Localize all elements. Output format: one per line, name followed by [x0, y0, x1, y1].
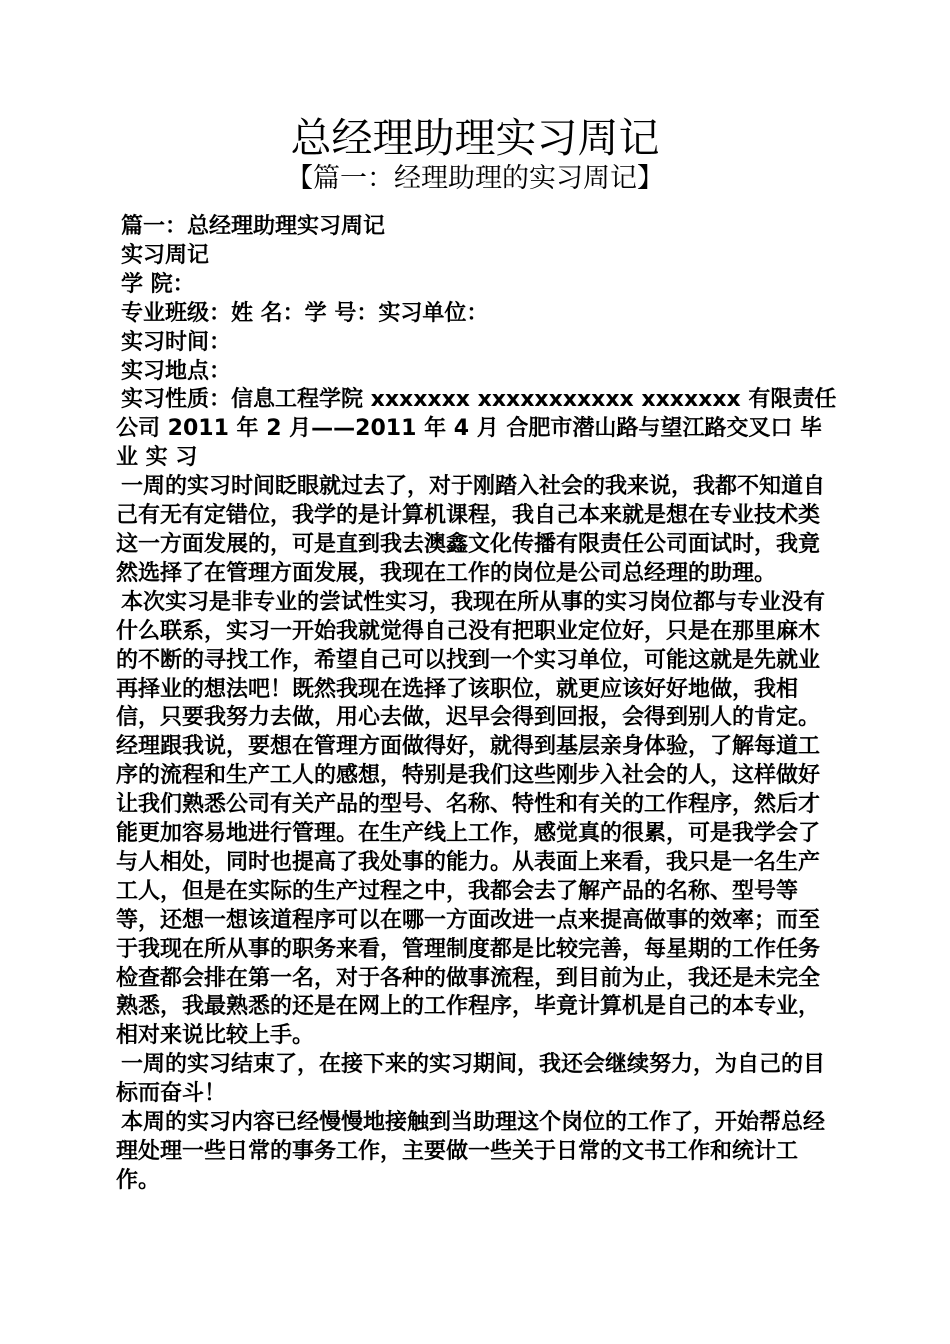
internship-nature-line: 实习性质：信息工程学院 xxxxxxx xxxxxxxxxxx xxxxxxx 有限责任公司 2011 年 2 月——2011 年 4 月 合肥市潜山路与望江路交叉口 毕 业 实 习 [116, 387, 837, 471]
document-body [116, 213, 840, 1196]
paragraph: 一周的实习时间眨眼就过去了，对于刚踏入社会的我来说，我都不知道自己有无有定错位，我学的是计算机课程，我自己本来就是想在专业技术类这一方面发展的，可是直到我去澳鑫文化传播有限责任公司面试时，我竟然选择了在管理方面发展，我现在工作的岗位是公司总经理的助理。 [116, 474, 826, 586]
internship-time-line: 实习时间： [121, 329, 232, 355]
student-info-line: 专业班级：姓 名：学 号：实习单位： [121, 300, 489, 326]
doc-type-line: 实习周记 [121, 242, 210, 268]
internship-location-line: 实习地点： [121, 358, 232, 384]
college-line: 学 院： [121, 271, 195, 297]
paragraph: 一周的实习结束了，在接下来的实习期间，我还会继续努力，为自己的目标而奋斗！ [116, 1052, 826, 1107]
page-title: 总经理助理实习周记 [290, 114, 660, 162]
paragraph: 本次实习是非专业的尝试性实习，我现在所从事的实习岗位都与专业没有什么联系，实习一开始我就觉得自己没有把职业定位好，只是在那里麻木的不断的寻找工作，希望自己可以找到一个实习单位，可能这就是先就业再择业的想法吧！既然我现在选择了该职位，就更应该好好地做，我相信，只要我努力去做，用心去做，迟早会得到回报，会得到别人的肯定。 经理跟我说，要想在管理方面做得好，就得到基层亲身体验，了解每道工序的流程和生产工人的感想，特别是我们这些刚步入社会的人，这样做好让我们熟悉公司有关产品的型号、名称、特性和有关的工作程序，然后才能更加容易地进行管理。在生产线上工作，感觉真的很累，可是我学会了与人相处，同时也提高了我处事的能力。从表面上来看，我只是一名生产工人，但是在实际的生产过程之中，我都会去了解产品的名称、型号等等，还想一想该道程序可以在哪一方面改进一点来提高做事的效率；而至于我现在所从事的职务来看，管理制度都是比较完善，每星期的工作任务检查都会排在第一名，对于各种的做事流程，到目前为止，我还是未完全熟悉，我最熟悉的还是在网上的工作程序，毕竟计算机是自己的本专业，相对来说比较上手。 [116, 589, 826, 1049]
paragraph: 本周的实习内容已经慢慢地接触到当助理这个岗位的工作了，开始帮总经理处理一些日常的事务工作，主要做一些关于日常的文书工作和统计工作。 [116, 1110, 826, 1193]
section-heading: 篇一：总经理助理实习周记 [121, 214, 386, 239]
page-subtitle: 【篇一：经理助理的实习周记】 [286, 163, 664, 194]
